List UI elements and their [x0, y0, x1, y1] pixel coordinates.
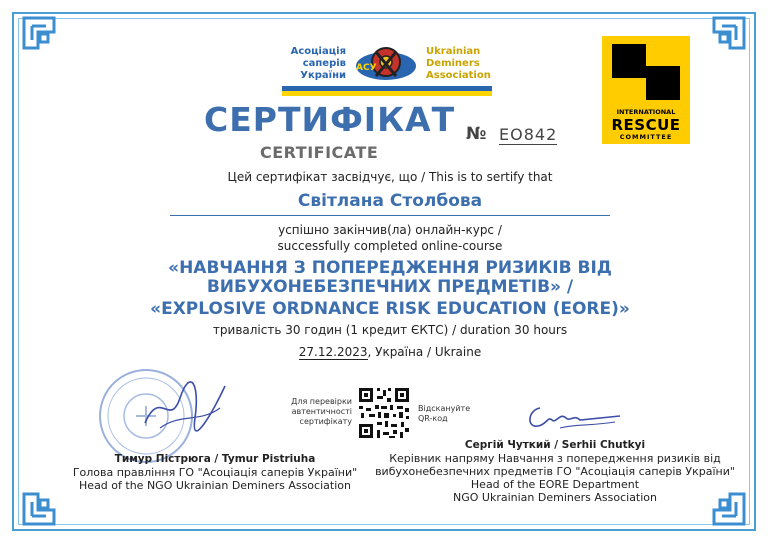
right-signer-title-ua1: Керівник напряму Навчання з попередження ризиків від [389, 452, 721, 465]
course-title-ua-line1: «НАВЧАННЯ З ПОПЕРЕДЖЕННЯ РИЗИКІВ ВІД [168, 258, 612, 278]
certificate-subtitle: CERTIFICATE [260, 143, 379, 162]
right-signer-title-ua2: вибухонебезпечних предметів ГО "Асоціація саперів України" [375, 465, 735, 478]
completed-en: successfully completed online-course [277, 239, 503, 253]
name-underline [170, 215, 610, 216]
left-signer-title-ua: Голова правління ГО "Асоціація саперів України" [72, 466, 358, 479]
recipient-name: Світлана Столбова [297, 191, 483, 211]
rescue-logo-line3: COMMITTEE [619, 133, 673, 141]
corner-ornament-icon [20, 14, 62, 56]
corner-ornament-icon [706, 14, 748, 56]
course-title-ua-line2: ВИБУХОНЕБЕЗПЕЧНИХ ПРЕДМЕТІВ» / [206, 277, 574, 297]
corner-ornament-icon [20, 486, 62, 528]
svg-text:АСУ: АСУ [356, 63, 377, 73]
right-signer-name: Сергій Чуткий / Serhii Chutkyi [464, 439, 646, 451]
left-signer-title-en: Head of the NGO Ukrainian Deminers Association [79, 479, 351, 492]
left-signature-icon [140, 378, 230, 438]
rescue-committee-logo [602, 36, 690, 144]
association-logo [282, 40, 492, 96]
qr-verify-text: Для перевірки автентичності сертифікату [291, 397, 352, 426]
issue-date: 27.12.2023 [298, 345, 368, 359]
rescue-logo-line2: RESCUE [611, 116, 681, 134]
association-logo-en-text: Ukrainian Deminers Association [426, 46, 491, 81]
right-signature-icon [520, 398, 630, 438]
qr-scan-text: Відскануйте QR-код [418, 404, 471, 423]
certificate-title: СЕРТИФІКАТ [204, 100, 456, 139]
left-signer-name: Тимур Пістрюга / Tymur Pistriuha [114, 453, 316, 465]
certify-text: Цей сертифікат засвідчує, що / This is to sertify that [227, 170, 553, 184]
duration-text: тривалість 30 годин (1 кредит ЄКТС) / duration 30 hours [212, 323, 568, 337]
rescue-logo-line1: INTERNATIONAL [616, 108, 676, 116]
date-line [190, 345, 590, 359]
certificate-number-label: № [466, 124, 487, 144]
deminers-emblem-icon [350, 40, 422, 88]
qr-code-icon[interactable] [357, 386, 411, 440]
completed-ua: успішно закінчив(ла) онлайн-курс / [278, 223, 502, 237]
certificate-number: EO842 [499, 125, 558, 144]
issue-place: , Україна / Ukraine [367, 345, 482, 359]
right-signer-title-en2: NGO Ukrainian Deminers Association [452, 491, 657, 504]
right-signer-title-en1: Head of the EORE Department [470, 478, 640, 491]
association-logo-ua-text: Асоціація саперів України [290, 46, 346, 81]
course-title-en: «EXPLOSIVE ORDNANCE RISK EDUCATION (EORE)» [150, 299, 630, 319]
